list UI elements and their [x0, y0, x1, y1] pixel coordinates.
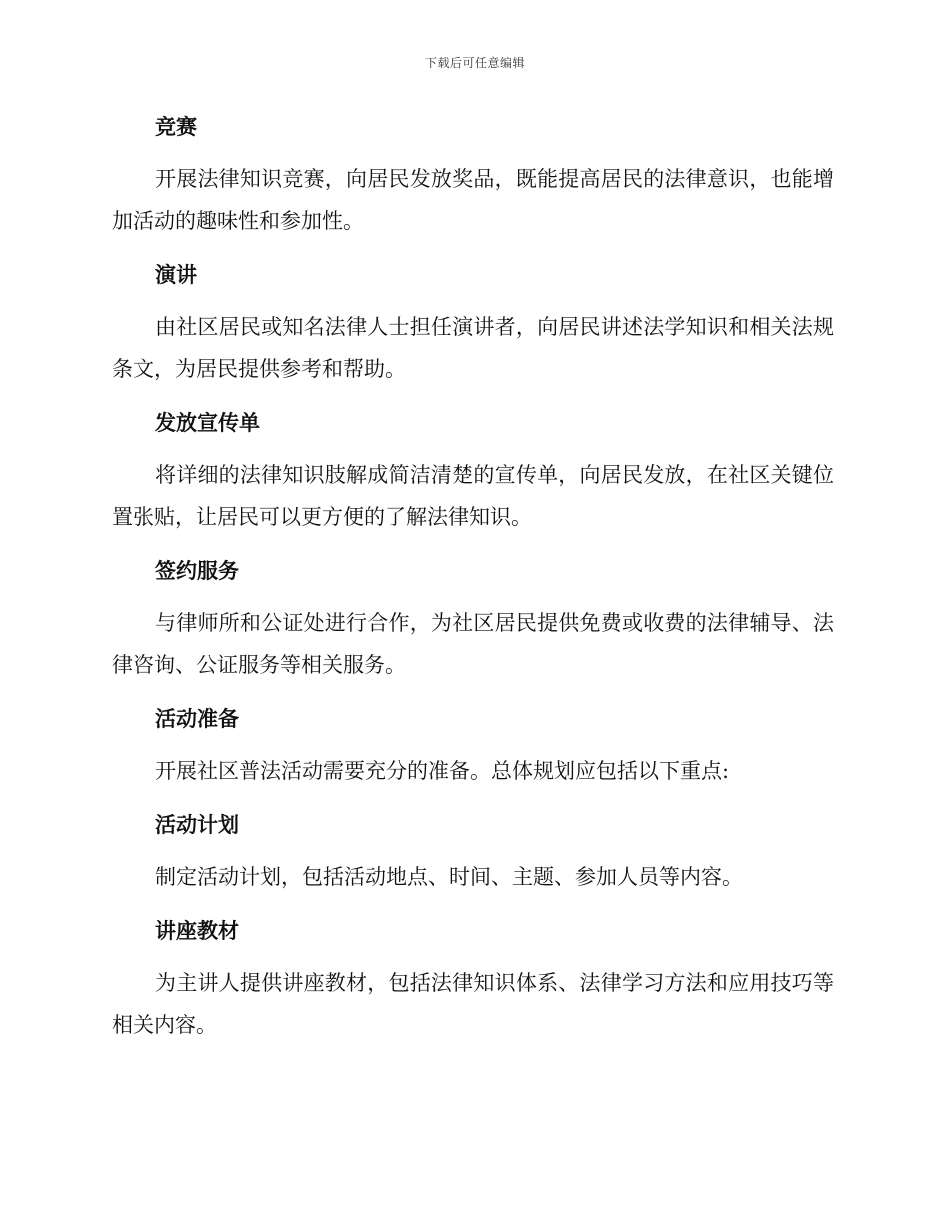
- section-paragraph-preparation: 开展社区普法活动需要充分的准备。总体规划应包括以下重点:: [155, 759, 730, 783]
- section-heading-leaflets: 发放宣传单: [155, 411, 260, 435]
- section-heading-lecture-materials: 讲座教材: [155, 919, 239, 943]
- document-body: [112, 108, 834, 1060]
- section-paragraph-contract-service: 与律师所和公证处进行合作，为社区居民提供免费或收费的法律辅导、法律咨询、公证服务等相关服务。: [112, 611, 834, 677]
- section-paragraph-lecture-materials: 为主讲人提供讲座教材，包括法律知识体系、法律学习方法和应用技巧等相关内容。: [112, 971, 834, 1037]
- section-heading-competition: 竞赛: [155, 115, 197, 139]
- page-header: 下载后可任意编辑: [424, 56, 525, 70]
- section-paragraph-speech: 由社区居民或知名法律人士担任演讲者，向居民讲述法学知识和相关法规条文，为居民提供参考和帮助。: [112, 315, 834, 381]
- section-paragraph-competition: 开展法律知识竞赛，向居民发放奖品，既能提高居民的法律意识，也能增加活动的趣味性和参加性。: [112, 167, 834, 233]
- section-heading-preparation: 活动准备: [155, 707, 239, 731]
- section-paragraph-activity-plan: 制定活动计划，包括活动地点、时间、主题、参加人员等内容。: [155, 865, 743, 889]
- section-heading-speech: 演讲: [155, 263, 197, 287]
- section-heading-activity-plan: 活动计划: [155, 813, 239, 837]
- section-heading-contract-service: 签约服务: [155, 559, 239, 583]
- section-paragraph-leaflets: 将详细的法律知识肢解成简洁清楚的宣传单，向居民发放，在社区关键位置张贴，让居民可以更方便的了解法律知识。: [112, 463, 834, 529]
